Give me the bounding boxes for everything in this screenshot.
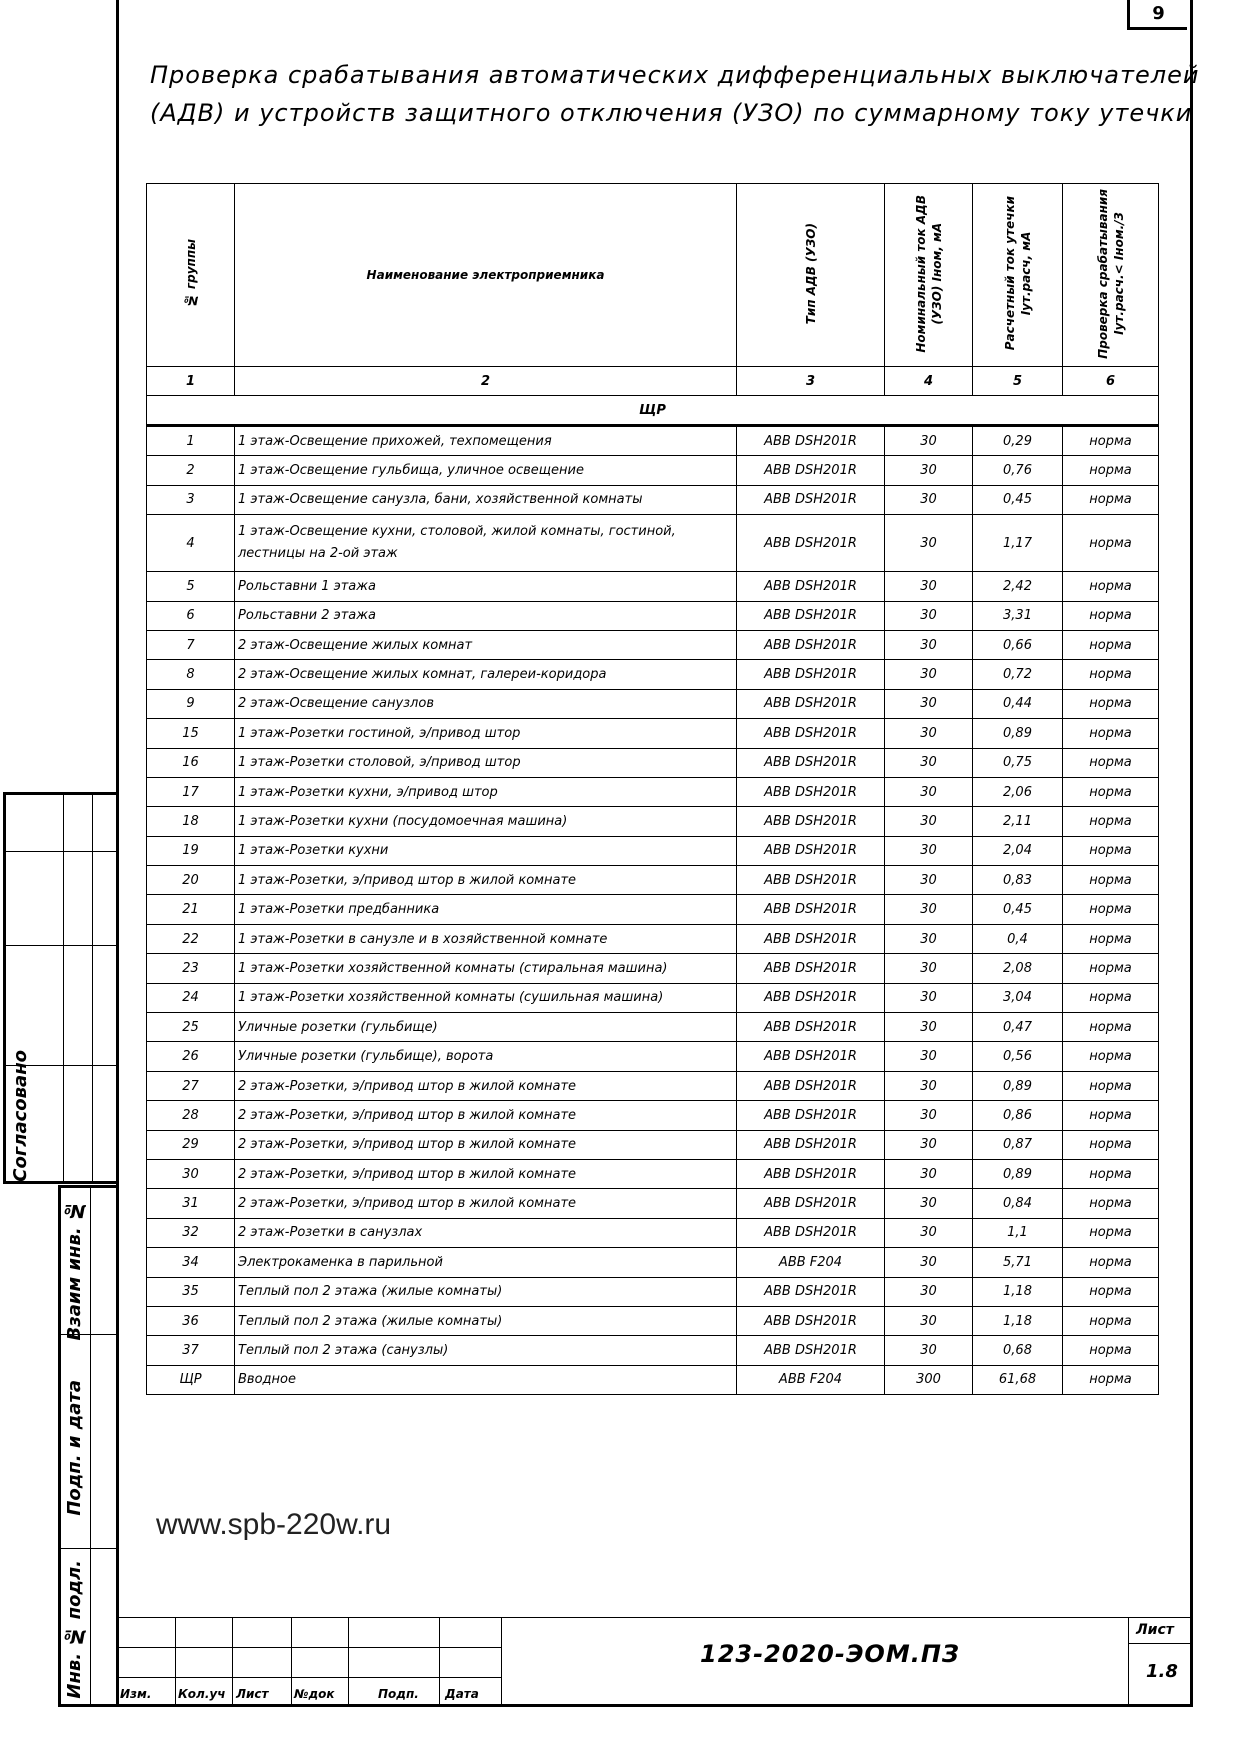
leakage-current: 0,89 xyxy=(973,1071,1063,1100)
group-number: 17 xyxy=(147,777,235,806)
label-data: Дата xyxy=(445,1687,479,1701)
check-result: норма xyxy=(1063,1101,1159,1130)
check-result: норма xyxy=(1063,1218,1159,1247)
header-cell-4 xyxy=(885,184,973,367)
group-number: 16 xyxy=(147,748,235,777)
rcd-type: ABB DSH201R xyxy=(737,719,885,748)
leakage-current: 0,4 xyxy=(973,924,1063,953)
consumer-name: 2 этаж-Освещение жилых комнат xyxy=(235,630,737,659)
table-row xyxy=(147,1336,1159,1365)
consumer-name: 1 этаж-Розетки, э/привод штор в жилой комнате xyxy=(235,866,737,895)
table-row xyxy=(147,983,1159,1012)
consumer-name: 1 этаж-Розетки гостиной, э/привод штор xyxy=(235,719,737,748)
group-number: 6 xyxy=(147,601,235,630)
consumer-name: Уличные розетки (гульбище) xyxy=(235,1013,737,1042)
header-cell-3 xyxy=(737,184,885,367)
consumer-name: Вводное xyxy=(235,1365,737,1394)
label-izm: Изм. xyxy=(120,1687,152,1701)
nominal-current: 30 xyxy=(885,1218,973,1247)
rcd-type: ABB DSH201R xyxy=(737,866,885,895)
group-number: 23 xyxy=(147,954,235,983)
leakage-current: 3,04 xyxy=(973,983,1063,1012)
rcd-type: ABB DSH201R xyxy=(737,777,885,806)
nominal-current: 30 xyxy=(885,572,973,601)
nominal-current: 30 xyxy=(885,719,973,748)
leakage-current: 1,18 xyxy=(973,1306,1063,1335)
header-cell-5 xyxy=(973,184,1063,367)
leakage-current: 0,76 xyxy=(973,456,1063,485)
consumer-name: 1 этаж-Розетки в санузле и в хозяйственной комнате xyxy=(235,924,737,953)
nominal-current: 30 xyxy=(885,689,973,718)
nominal-current: 30 xyxy=(885,954,973,983)
group-number: 35 xyxy=(147,1277,235,1306)
rcd-type: ABB F204 xyxy=(737,1248,885,1277)
header-text xyxy=(913,195,945,353)
group-number: 3 xyxy=(147,485,235,514)
rcd-type: ABB DSH201R xyxy=(737,983,885,1012)
consumer-name: Теплый пол 2 этажа (жилые комнаты) xyxy=(235,1277,737,1306)
nominal-current: 30 xyxy=(885,866,973,895)
leakage-current: 0,83 xyxy=(973,866,1063,895)
consumer-name: 1 этаж-Освещение санузла, бани, хозяйственной комнаты xyxy=(235,485,737,514)
leakage-current: 0,89 xyxy=(973,719,1063,748)
group-number: 20 xyxy=(147,866,235,895)
check-result: норма xyxy=(1063,1248,1159,1277)
rcd-type: ABB DSH201R xyxy=(737,572,885,601)
consumer-name: 1 этаж-Освещение прихожей, техпомещения xyxy=(235,426,737,456)
consumer-name: 2 этаж-Розетки, э/привод штор в жилой комнате xyxy=(235,1130,737,1159)
rcd-type: ABB DSH201R xyxy=(737,485,885,514)
consumer-name: 2 этаж-Розетки, э/привод штор в жилой комнате xyxy=(235,1189,737,1218)
nominal-current: 30 xyxy=(885,1277,973,1306)
table-row xyxy=(147,954,1159,983)
rcd-type: ABB DSH201R xyxy=(737,1101,885,1130)
table-row xyxy=(147,924,1159,953)
table-row xyxy=(147,1365,1159,1394)
leakage-current: 0,68 xyxy=(973,1336,1063,1365)
section-label: ЩР xyxy=(147,396,1159,426)
header-cell-1 xyxy=(147,184,235,367)
nominal-current: 30 xyxy=(885,1130,973,1159)
leakage-current: 5,71 xyxy=(973,1248,1063,1277)
leakage-current: 3,31 xyxy=(973,601,1063,630)
table-row xyxy=(147,866,1159,895)
nominal-current: 30 xyxy=(885,983,973,1012)
check-result: норма xyxy=(1063,866,1159,895)
leakage-current: 0,45 xyxy=(973,485,1063,514)
group-number: 19 xyxy=(147,836,235,865)
consumer-name: 2 этаж-Розетки, э/привод штор в жилой комнате xyxy=(235,1159,737,1188)
table-row xyxy=(147,895,1159,924)
rcd-type: ABB DSH201R xyxy=(737,748,885,777)
group-number: 7 xyxy=(147,630,235,659)
check-result: норма xyxy=(1063,1189,1159,1218)
nominal-current: 30 xyxy=(885,456,973,485)
watermark-url: www.spb-220w.ru xyxy=(156,1508,392,1541)
rcd-type: ABB DSH201R xyxy=(737,1130,885,1159)
leakage-current: 1,18 xyxy=(973,1277,1063,1306)
check-result: норма xyxy=(1063,895,1159,924)
check-result: норма xyxy=(1063,601,1159,630)
table-row xyxy=(147,1130,1159,1159)
table-header-row xyxy=(147,184,1159,367)
leakage-current: 0,72 xyxy=(973,660,1063,689)
leakage-current: 0,75 xyxy=(973,748,1063,777)
sign-date-label: Подп. и дата xyxy=(64,1380,85,1516)
table-row xyxy=(147,1013,1159,1042)
leakage-check-table xyxy=(146,183,1159,1395)
group-number: 27 xyxy=(147,1071,235,1100)
column-number: 2 xyxy=(235,367,737,396)
group-number: 21 xyxy=(147,895,235,924)
leakage-current: 0,66 xyxy=(973,630,1063,659)
check-result: норма xyxy=(1063,1071,1159,1100)
rcd-type: ABB DSH201R xyxy=(737,954,885,983)
nominal-current: 30 xyxy=(885,1159,973,1188)
nominal-current: 30 xyxy=(885,1013,973,1042)
header-text xyxy=(1002,196,1034,350)
leakage-current: 2,42 xyxy=(973,572,1063,601)
header-line: (УЗО) Iном, мА xyxy=(929,222,944,325)
check-result: норма xyxy=(1063,983,1159,1012)
table-row xyxy=(147,1189,1159,1218)
check-result: норма xyxy=(1063,426,1159,456)
group-number: 5 xyxy=(147,572,235,601)
title-line-2: (АДВ) и устройств защитного отключения (УЗО) по суммарному току утечки xyxy=(150,99,1193,127)
table-row xyxy=(147,1218,1159,1247)
leakage-current: 2,04 xyxy=(973,836,1063,865)
check-result: норма xyxy=(1063,954,1159,983)
consumer-name: Уличные розетки (гульбище), ворота xyxy=(235,1042,737,1071)
group-number: 30 xyxy=(147,1159,235,1188)
consumer-name: 2 этаж-Розетки, э/привод штор в жилой комнате xyxy=(235,1071,737,1100)
table-row xyxy=(147,1306,1159,1335)
group-number: 29 xyxy=(147,1130,235,1159)
table-row xyxy=(147,1248,1159,1277)
group-number: 2 xyxy=(147,456,235,485)
check-result: норма xyxy=(1063,719,1159,748)
leakage-current: 1,17 xyxy=(973,515,1063,572)
rcd-type: ABB DSH201R xyxy=(737,601,885,630)
table-row xyxy=(147,456,1159,485)
column-number: 5 xyxy=(973,367,1063,396)
table-row xyxy=(147,689,1159,718)
consumer-name: Электрокаменка в парильной xyxy=(235,1248,737,1277)
page-title xyxy=(150,56,1200,132)
rcd-type: ABB DSH201R xyxy=(737,1277,885,1306)
rcd-type: ABB DSH201R xyxy=(737,895,885,924)
nominal-current: 30 xyxy=(885,485,973,514)
inv-replace-label: Взаим инв. № xyxy=(64,1200,85,1341)
leakage-current: 2,11 xyxy=(973,807,1063,836)
table-row xyxy=(147,777,1159,806)
nominal-current: 30 xyxy=(885,1071,973,1100)
check-result: норма xyxy=(1063,630,1159,659)
nominal-current: 30 xyxy=(885,1248,973,1277)
header-text: Наименование электроприемника xyxy=(366,268,605,282)
rcd-type: ABB DSH201R xyxy=(737,1159,885,1188)
rcd-type: ABB DSH201R xyxy=(737,1218,885,1247)
check-result: норма xyxy=(1063,515,1159,572)
table-row xyxy=(147,572,1159,601)
group-number: 15 xyxy=(147,719,235,748)
leakage-current: 0,84 xyxy=(973,1189,1063,1218)
group-number: 4 xyxy=(147,515,235,572)
group-number: 37 xyxy=(147,1336,235,1365)
consumer-name: 2 этаж-Освещение санузлов xyxy=(235,689,737,718)
table-row xyxy=(147,426,1159,456)
nominal-current: 30 xyxy=(885,895,973,924)
group-number: 36 xyxy=(147,1306,235,1335)
column-number: 6 xyxy=(1063,367,1159,396)
rcd-type: ABB DSH201R xyxy=(737,1306,885,1335)
leakage-current: 0,44 xyxy=(973,689,1063,718)
sheet-value: 1.8 xyxy=(1146,1661,1178,1682)
table-row xyxy=(147,1071,1159,1100)
group-number: 8 xyxy=(147,660,235,689)
label-ndok: №док xyxy=(294,1687,335,1701)
table-row xyxy=(147,1101,1159,1130)
group-number: 28 xyxy=(147,1101,235,1130)
leakage-current: 61,68 xyxy=(973,1365,1063,1394)
consumer-name: Теплый пол 2 этажа (жилые комнаты) xyxy=(235,1306,737,1335)
column-number: 3 xyxy=(737,367,885,396)
nominal-current: 30 xyxy=(885,1101,973,1130)
group-number: 1 xyxy=(147,426,235,456)
header-line: № группы xyxy=(183,239,198,308)
rcd-type: ABB DSH201R xyxy=(737,456,885,485)
nominal-current: 30 xyxy=(885,1189,973,1218)
nominal-current: 30 xyxy=(885,924,973,953)
rcd-type: ABB DSH201R xyxy=(737,836,885,865)
check-result: норма xyxy=(1063,807,1159,836)
check-result: норма xyxy=(1063,1365,1159,1394)
table-row xyxy=(147,1277,1159,1306)
rcd-type: ABB DSH201R xyxy=(737,1189,885,1218)
group-number: 22 xyxy=(147,924,235,953)
check-result: норма xyxy=(1063,1306,1159,1335)
consumer-name: 1 этаж-Розетки столовой, э/привод штор xyxy=(235,748,737,777)
table-row xyxy=(147,807,1159,836)
rcd-type: ABB DSH201R xyxy=(737,1013,885,1042)
agreed-label: Согласовано xyxy=(10,1050,31,1182)
group-number: 24 xyxy=(147,983,235,1012)
rcd-type: ABB DSH201R xyxy=(737,689,885,718)
check-result: норма xyxy=(1063,1159,1159,1188)
rcd-type: ABB DSH201R xyxy=(737,660,885,689)
leakage-current: 0,87 xyxy=(973,1130,1063,1159)
column-number-row xyxy=(147,367,1159,396)
consumer-name: 1 этаж-Розетки кухни, э/привод штор xyxy=(235,777,737,806)
consumer-name: 2 этаж-Освещение жилых комнат, галереи-коридора xyxy=(235,660,737,689)
group-number: 32 xyxy=(147,1218,235,1247)
rcd-type: ABB DSH201R xyxy=(737,1071,885,1100)
consumer-name: 1 этаж-Розетки хозяйственной комнаты (стиральная машина) xyxy=(235,954,737,983)
nominal-current: 30 xyxy=(885,777,973,806)
consumer-name: 1 этаж-Освещение гульбища, уличное освещение xyxy=(235,456,737,485)
leakage-current: 0,86 xyxy=(973,1101,1063,1130)
leakage-current: 2,08 xyxy=(973,954,1063,983)
table-row xyxy=(147,836,1159,865)
table-row xyxy=(147,748,1159,777)
header-line: Расчетный ток утечки xyxy=(1002,196,1017,351)
nominal-current: 30 xyxy=(885,1336,973,1365)
consumer-name: 1 этаж-Розетки хозяйственной комнаты (сушильная машина) xyxy=(235,983,737,1012)
consumer-name: 2 этаж-Розетки в санузлах xyxy=(235,1218,737,1247)
leakage-current: 1,1 xyxy=(973,1218,1063,1247)
nominal-current: 30 xyxy=(885,836,973,865)
group-number: 26 xyxy=(147,1042,235,1071)
sheet-number: 9 xyxy=(1127,0,1187,30)
nominal-current: 30 xyxy=(885,748,973,777)
check-result: норма xyxy=(1063,924,1159,953)
rcd-type: ABB DSH201R xyxy=(737,1336,885,1365)
sheet-label: Лист xyxy=(1136,1622,1174,1638)
label-list: Лист xyxy=(236,1687,269,1701)
consumer-name: Рольставни 1 этажа xyxy=(235,572,737,601)
nominal-current: 30 xyxy=(885,630,973,659)
rcd-type: ABB DSH201R xyxy=(737,426,885,456)
nominal-current: 30 xyxy=(885,601,973,630)
title-block xyxy=(116,1617,1190,1707)
leakage-current: 0,89 xyxy=(973,1159,1063,1188)
rcd-type: ABB DSH201R xyxy=(737,515,885,572)
table-row xyxy=(147,630,1159,659)
check-result: норма xyxy=(1063,660,1159,689)
header-line: Iут.расч.< Iном./3 xyxy=(1111,212,1126,335)
check-result: норма xyxy=(1063,1013,1159,1042)
nominal-current: 30 xyxy=(885,515,973,572)
nominal-current: 30 xyxy=(885,660,973,689)
group-number: 34 xyxy=(147,1248,235,1277)
rcd-type: ABB DSH201R xyxy=(737,1042,885,1071)
consumer-name: 1 этаж-Освещение кухни, столовой, жилой комнаты, гостиной, лестницы на 2-ой этаж xyxy=(235,515,737,572)
header-text xyxy=(1095,189,1127,359)
check-result: норма xyxy=(1063,748,1159,777)
nominal-current: 30 xyxy=(885,426,973,456)
consumer-name: 1 этаж-Розетки предбанника xyxy=(235,895,737,924)
header-cell-2 xyxy=(235,184,737,367)
leakage-current: 0,56 xyxy=(973,1042,1063,1071)
nominal-current: 30 xyxy=(885,1306,973,1335)
group-number: 18 xyxy=(147,807,235,836)
nominal-current: 30 xyxy=(885,807,973,836)
check-result: норма xyxy=(1063,485,1159,514)
group-number: ЩР xyxy=(147,1365,235,1394)
table-row xyxy=(147,1042,1159,1071)
consumer-name: Теплый пол 2 этажа (санузлы) xyxy=(235,1336,737,1365)
check-result: норма xyxy=(1063,1042,1159,1071)
check-result: норма xyxy=(1063,1277,1159,1306)
check-result: норма xyxy=(1063,689,1159,718)
rcd-type: ABB DSH201R xyxy=(737,924,885,953)
nominal-current: 300 xyxy=(885,1365,973,1394)
header-line: Iут.расч, мА xyxy=(1018,231,1033,316)
label-podp: Подп. xyxy=(378,1687,419,1701)
consumer-name: 1 этаж-Розетки кухни xyxy=(235,836,737,865)
title-line-1: Проверка срабатывания автоматических дифференциальных выключателей xyxy=(150,61,1200,89)
rcd-type: ABB DSH201R xyxy=(737,807,885,836)
inv-orig-label: Инв. № подл. xyxy=(64,1560,85,1699)
check-result: норма xyxy=(1063,456,1159,485)
leakage-current: 0,29 xyxy=(973,426,1063,456)
check-result: норма xyxy=(1063,836,1159,865)
section-row xyxy=(147,396,1159,426)
header-line: Тип АДВ (УЗО) xyxy=(803,222,818,325)
group-number: 31 xyxy=(147,1189,235,1218)
table-row xyxy=(147,660,1159,689)
table-row xyxy=(147,515,1159,572)
consumer-name: 2 этаж-Розетки, э/привод штор в жилой комнате xyxy=(235,1101,737,1130)
column-number: 1 xyxy=(147,367,235,396)
header-cell-6 xyxy=(1063,184,1159,367)
leakage-current: 2,06 xyxy=(973,777,1063,806)
table-row xyxy=(147,485,1159,514)
consumer-name: Рольставни 2 этажа xyxy=(235,601,737,630)
group-number: 9 xyxy=(147,689,235,718)
leakage-current: 0,47 xyxy=(973,1013,1063,1042)
rcd-type: ABB F204 xyxy=(737,1365,885,1394)
table-row xyxy=(147,601,1159,630)
table-row xyxy=(147,1159,1159,1188)
check-result: норма xyxy=(1063,777,1159,806)
group-number: 25 xyxy=(147,1013,235,1042)
header-line: Номинальный ток АДВ xyxy=(913,194,928,353)
leakage-current: 0,45 xyxy=(973,895,1063,924)
rcd-type: ABB DSH201R xyxy=(737,630,885,659)
check-result: норма xyxy=(1063,572,1159,601)
header-line: Проверка срабатывания xyxy=(1095,188,1110,359)
nominal-current: 30 xyxy=(885,1042,973,1071)
header-text xyxy=(183,239,199,307)
header-text xyxy=(803,223,819,324)
table-row xyxy=(147,719,1159,748)
check-result: норма xyxy=(1063,1130,1159,1159)
label-kol-uch: Кол.уч xyxy=(178,1687,226,1701)
consumer-name: 1 этаж-Розетки кухни (посудомоечная машина) xyxy=(235,807,737,836)
check-result: норма xyxy=(1063,1336,1159,1365)
column-number: 4 xyxy=(885,367,973,396)
